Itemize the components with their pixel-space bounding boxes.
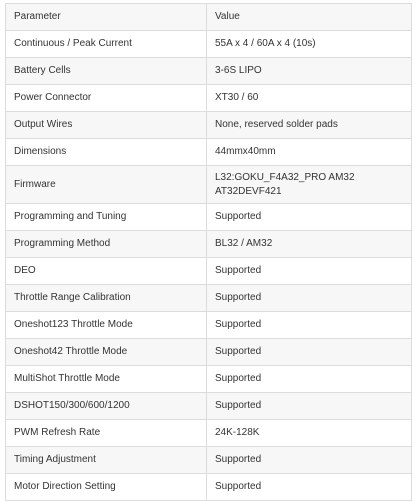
table-row — [6, 339, 412, 366]
value-cell — [207, 447, 412, 474]
parameter-cell: Continuous / Peak Current — [6, 31, 207, 58]
value-line: L32:GOKU_F4A32_PRO AM32 — [215, 171, 355, 183]
value-line: Supported — [215, 292, 262, 303]
parameter-cell: Programming and Tuning — [6, 204, 207, 231]
parameter-cell: Throttle Range Calibration — [6, 285, 207, 312]
table-row — [6, 58, 412, 85]
value-cell — [207, 312, 412, 339]
header-parameter: Parameter — [6, 4, 207, 31]
parameter-cell: Programming Method — [6, 231, 207, 258]
table-row — [6, 312, 412, 339]
table-row — [6, 31, 412, 58]
value-cell — [207, 31, 412, 58]
value-cell — [207, 339, 412, 366]
table-row — [6, 204, 412, 231]
value-cell — [207, 85, 412, 112]
parameter-cell: Timing Adjustment — [6, 447, 207, 474]
parameter-cell: DEO — [6, 258, 207, 285]
value-line: BL32 / AM32 — [215, 238, 273, 249]
value-line: 44mmx40mm — [215, 146, 276, 157]
table-row — [6, 166, 412, 204]
value-cell — [207, 139, 412, 166]
value-line: AT32DEVF421 — [215, 185, 282, 197]
parameter-cell: Motor Direction Setting — [6, 474, 207, 501]
value-cell — [207, 231, 412, 258]
spec-table — [5, 3, 412, 501]
table-row — [6, 420, 412, 447]
table-row — [6, 231, 412, 258]
parameter-cell: Dimensions — [6, 139, 207, 166]
header-value: Value — [207, 4, 412, 31]
value-line: Supported — [215, 481, 262, 492]
parameter-cell: PWM Refresh Rate — [6, 420, 207, 447]
table-row — [6, 139, 412, 166]
value-cell — [207, 366, 412, 393]
value-line: 3-6S LIPO — [215, 65, 262, 76]
parameter-cell: Oneshot123 Throttle Mode — [6, 312, 207, 339]
value-line: Supported — [215, 346, 262, 357]
value-line: Supported — [215, 454, 262, 465]
value-cell — [207, 58, 412, 85]
value-line: Supported — [215, 265, 262, 276]
table-row — [6, 366, 412, 393]
parameter-cell: Firmware — [6, 166, 207, 204]
table-header-row — [6, 4, 412, 31]
value-line: Supported — [215, 211, 262, 222]
table-row — [6, 393, 412, 420]
value-cell — [207, 474, 412, 501]
value-cell — [207, 166, 412, 204]
table-row — [6, 258, 412, 285]
value-line: XT30 / 60 — [215, 92, 259, 103]
value-line: Supported — [215, 400, 262, 411]
parameter-cell: MultiShot Throttle Mode — [6, 366, 207, 393]
parameter-cell: DSHOT150/300/600/1200 — [6, 393, 207, 420]
value-cell — [207, 420, 412, 447]
value-line: Supported — [215, 373, 262, 384]
table-row — [6, 474, 412, 501]
parameter-cell: Output Wires — [6, 112, 207, 139]
value-cell — [207, 393, 412, 420]
table-row — [6, 112, 412, 139]
value-cell — [207, 285, 412, 312]
parameter-cell: Power Connector — [6, 85, 207, 112]
value-cell — [207, 204, 412, 231]
parameter-cell: Oneshot42 Throttle Mode — [6, 339, 207, 366]
value-line: None, reserved solder pads — [215, 119, 338, 130]
value-line: 55A x 4 / 60A x 4 (10s) — [215, 38, 316, 49]
value-line: 24K-128K — [215, 427, 260, 438]
table-row — [6, 447, 412, 474]
spec-table-body — [6, 4, 412, 501]
table-row — [6, 285, 412, 312]
table-row — [6, 85, 412, 112]
parameter-cell: Battery Cells — [6, 58, 207, 85]
value-cell — [207, 112, 412, 139]
value-cell — [207, 258, 412, 285]
value-line: Supported — [215, 319, 262, 330]
